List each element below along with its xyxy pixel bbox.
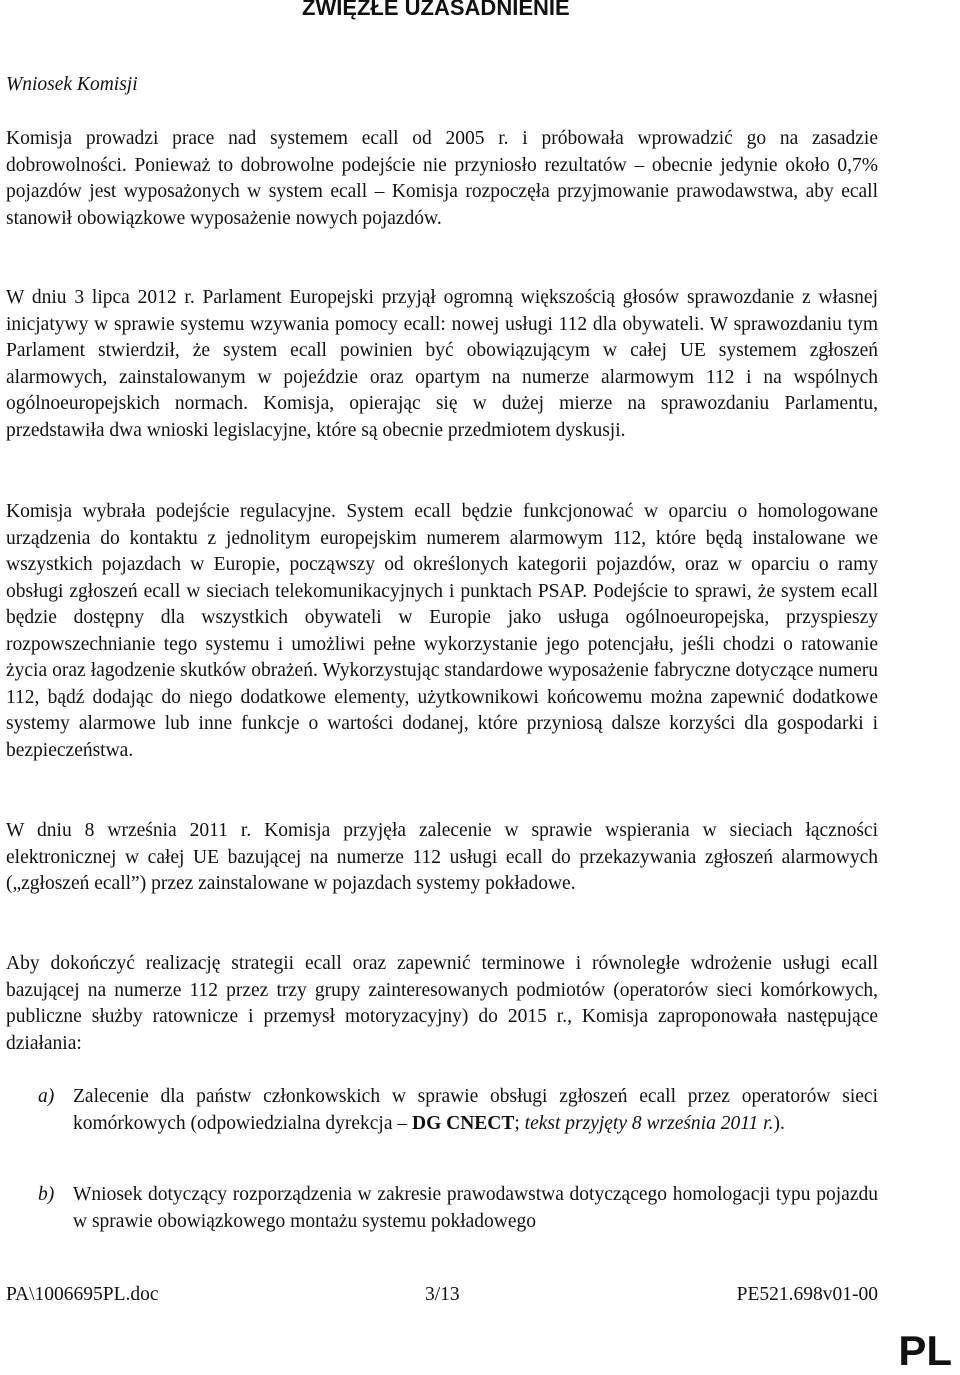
page-title: ZWIĘZŁE UZASADNIENIE <box>302 0 570 20</box>
paragraph-5: Aby dokończyć realizację strategii ecall oraz zapewnić terminowe i równoległe wdrożenie usługi ecall bazującej na numerze 112 przez trzy grupy zainteresowanych podmiotów (operatorów sieci komórkowych, publiczne służby ratownicze i przemysł motoryzacyjny) do 2015 r., Komisja zaproponowała następujące działania: <box>6 953 878 1054</box>
list-text-a-italic: tekst przyjęty 8 września 2011 r. <box>524 1112 774 1134</box>
paragraph-2: W dniu 3 lipca 2012 r. Parlament Europejski przyjął ogromną większością głosów sprawozdanie z własnej inicjatywy w sprawie systemu wzywania pomocy ecall: nowej usługi 112 dla obywateli. W sprawozdaniu tym Parlament stwierdził, że system ecall powinien być obowiązującym w całej UE systemem zgłoszeń alarmowych, zainstalowanym w pojeździe oraz opartym na numerze alarmowym 112 i na wspólnych ogólnoeuropejskich normach. Komisja, opierając się w dużej mierze na sprawozdaniu Parlamentu, przedstawiła dwa wnioski legislacyjne, które są obecnie przedmiotem dyskusji. <box>6 287 878 441</box>
list-text-b: Wniosek dotyczący rozporządzenia w zakresie prawodawstwa dotyczącego homologacji typu pojazdu w sprawie obowiązkowego montażu systemu pokładowego <box>73 1184 878 1232</box>
section-title: Wniosek Komisji <box>6 74 138 95</box>
paragraph-4: W dniu 8 września 2011 r. Komisja przyjęła zalecenie w sprawie wspierania w sieciach łączności elektronicznej w całej UE bazującej na numerze 112 usługi ecall do przekazywania zgłoszeń alarmowych („zgłoszeń ecall”) przez zainstalowane w pojazdach systemy pokładowe. <box>6 820 878 894</box>
footer-pe-ref: PE521.698v01-00 <box>736 1284 878 1305</box>
list-text-a-end: ). <box>773 1112 785 1134</box>
directorate-name: DG CNECT <box>411 1112 515 1134</box>
list-text-a-sep: ; <box>514 1112 525 1134</box>
list-text-a <box>73 1084 878 1137</box>
language-code: PL <box>898 1327 952 1374</box>
list-marker-b: b) <box>38 1184 55 1205</box>
footer-doc-ref: PA\1006695PL.doc <box>6 1284 159 1305</box>
list-text-a-part1: Zalecenie dla państw członkowskich w sprawie obsługi zgłoszeń ecall przez operatorów sieci komórkowych (odpowiedzialna dyrekcja – <box>73 1086 878 1134</box>
paragraph-1: Komisja prowadzi prace nad systemem ecall od 2005 r. i próbowała wprowadzić go na zasadzie dobrowolności. Ponieważ to dobrowolne podejście nie przyniosło rezultatów – obecnie jedynie około 0,7% pojazdów jest wyposażonych w system ecall – Komisja rozpoczęła przyjmowanie prawodawstwa, aby ecall stanowił obowiązkowe wyposażenie nowych pojazdów. <box>6 128 878 229</box>
paragraph-3: Komisja wybrała podejście regulacyjne. System ecall będzie funkcjonować w oparciu o homologowane urządzenia do kontaktu z jednolitym europejskim numerem alarmowym 112, które będą instalowane we wszystkich pojazdach w Europie, począwszy od określonych kategorii pojazdów, oraz w oparciu o ramy obsługi zgłoszeń ecall w sieciach telekomunikacyjnych i punktach PSAP. Podejście to sprawi, że system ecall będzie dostępny dla wszystkich obywateli w Europie jako usługa ogólnoeuropejska, przyspieszy rozpowszechnianie tego systemu i umożliwi pełne wykorzystanie jego potencjału, jeśli chodzi o ratowanie życia oraz łagodzenie skutków obrażeń. Wykorzystując standardowe wyposażenie fabryczne dotyczące numeru 112, bądź dodając do niego dodatkowe elementy, użytkownikowi końcowemu można zapewnić dodatkowe systemy alarmowe lub inne funkcje o wartości dodanej, które przyniosą dalsze korzyści dla gospodarki i bezpieczeństwa. <box>6 501 878 761</box>
list-marker-a: a) <box>38 1086 55 1107</box>
footer-page-number: 3/13 <box>425 1284 460 1305</box>
